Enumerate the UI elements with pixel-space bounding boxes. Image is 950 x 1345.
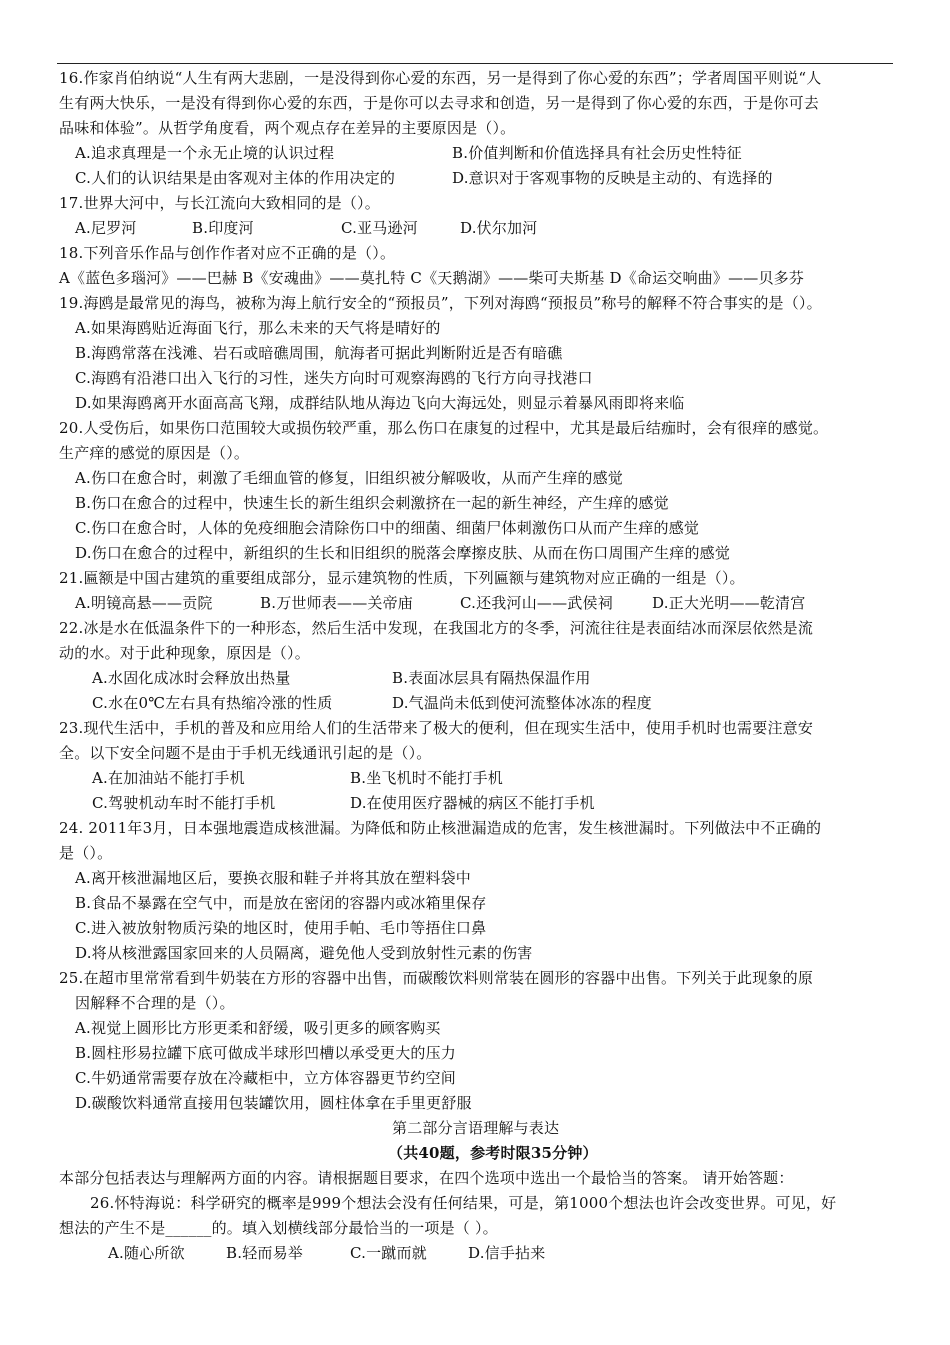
q26-option-b: B.轻而易举 — [226, 1244, 303, 1262]
section-time-limit: （共40题，参考时限35分钟） — [388, 1144, 598, 1162]
section-instructions: 本部分包括表达与理解两方面的内容。请根据题目要求，在四个选项中选出一个最恰当的答案。 请开始答题： — [59, 1169, 794, 1187]
q26-option-d: D.信手拈来 — [468, 1244, 546, 1262]
q21-option-c: C.还我河山——武侯祠 — [460, 594, 613, 612]
q20-option-a: A.伤口在愈合时，刺激了毛细血管的修复，旧组织被分解吸收，从而产生痒的感觉 — [75, 469, 624, 487]
q17-option-b: B.印度河 — [192, 219, 254, 237]
q25-option-c: C.牛奶通常需要存放在冷藏柜中，立方体容器更节约空间 — [75, 1069, 456, 1087]
section-title: 第二部分言语理解与表达 — [392, 1119, 560, 1137]
q24-option-b: B.食品不暴露在空气中，而是放在密闭的容器内或冰箱里保存 — [75, 894, 487, 912]
q25-option-b: B.圆柱形易拉罐下底可做成半球形凹槽以承受更大的压力 — [75, 1044, 456, 1062]
q16-option-b: B.价值判断和价值选择具有社会历史性特征 — [452, 144, 742, 162]
q25-stem-line1: 25.在超市里常常看到牛奶装在方形的容器中出售，而碳酸饮料则常装在圆形的容器中出售。下列关于此现象的原 — [59, 969, 814, 987]
q20-stem-line2: 生产痒的感觉的原因是（）。 — [59, 444, 250, 462]
q20-option-d: D.伤口在愈合的过程中，新组织的生长和旧组织的脱落会摩擦皮肤、从而在伤口周围产生痒的感觉 — [75, 544, 731, 562]
q23-option-b: B.坐飞机时不能打手机 — [350, 769, 503, 787]
q17-option-c: C.亚马逊河 — [341, 219, 418, 237]
q16-option-c: C.人们的认识结果是由客观对主体的作用决定的 — [75, 169, 396, 187]
q19-option-b: B.海鸥常落在浅滩、岩石或暗礁周围，航海者可据此判断附近是否有暗礁 — [75, 344, 563, 362]
q20-option-c: C.伤口在愈合时，人体的免疫细胞会清除伤口中的细菌、细菌尸体刺激伤口从而产生痒的感觉 — [75, 519, 700, 537]
q18-stem: 18.下列音乐作品与创作作者对应不正确的是（）。 — [59, 244, 396, 262]
q23-option-c: C.驾驶机动车时不能打手机 — [92, 794, 276, 812]
q22-option-c: C.水在0℃左右具有热缩冷涨的性质 — [92, 694, 333, 712]
q21-option-b: B.万世师表——关帝庙 — [260, 594, 413, 612]
q26-stem-line2: 想法的产生不是______的。填入划横线部分最恰当的一项是（ ）。 — [59, 1219, 498, 1237]
q20-option-b: B.伤口在愈合的过程中，快速生长的新生组织会刺激挤在一起的新生神经，产生痒的感觉 — [75, 494, 669, 512]
q19-option-c: C.海鸥有沿港口出入飞行的习性，迷失方向时可观察海鸥的飞行方向寻找港口 — [75, 369, 593, 387]
q17-stem: 17.世界大河中，与长江流向大致相同的是（）。 — [59, 194, 380, 212]
q24-option-d: D.将从核泄露国家回来的人员隔离，避免他人受到放射性元素的伤害 — [75, 944, 533, 962]
q24-stem-line2: 是（）。 — [59, 844, 113, 862]
q16-stem-line1: 16.作家肖伯纳说“人生有两大悲剧，一是没得到你心爱的东西，另一是得到了你心爱的东西”；学者周国平则说“人 — [59, 69, 822, 87]
q24-stem-line1: 24. 2011年3月，日本强地震造成核泄漏。为降低和防止核泄漏造成的危害，发生核泄漏时。下列做法中不正确的 — [59, 819, 822, 837]
q23-option-a: A.在加油站不能打手机 — [92, 769, 245, 787]
q18-options: A《蓝色多瑙河》——巴赫 B《安魂曲》——莫扎特 C《天鹅湖》——柴可夫斯基 D《命运交响曲》——贝多芬 — [59, 269, 805, 287]
q16-stem-line2: 生有两大快乐，一是没有得到你心爱的东西，于是你可以去寻求和创造，另一是得到了你心爱的东西，于是你可去 — [59, 94, 820, 112]
q22-option-b: B.表面冰层具有隔热保温作用 — [392, 669, 591, 687]
q22-option-a: A.水固化成冰时会释放出热量 — [92, 669, 291, 687]
q23-stem-line2: 全。以下安全问题不是由于手机无线通讯引起的是（）。 — [59, 744, 432, 762]
q24-option-a: A.离开核泄漏地区后，要换衣服和鞋子并将其放在塑料袋中 — [75, 869, 472, 887]
q25-option-d: D.碳酸饮料通常直接用包装罐饮用，圆柱体拿在手里更舒服 — [75, 1094, 472, 1112]
q20-stem-line1: 20.人受伤后，如果伤口范围较大或损伤较严重，那么伤口在康复的过程中，尤其是最后结痂时，会有很痒的感觉。 — [59, 419, 829, 437]
q26-option-a: A.随心所欲 — [108, 1244, 185, 1262]
q21-option-d: D.正大光明——乾清宫 — [652, 594, 806, 612]
q26-stem-line1: 26.怀特海说：科学研究的概率是999个想法会没有任何结果，可是，第1000个想法也许会改变世界。可见，好 — [90, 1194, 837, 1212]
q21-stem: 21.匾额是中国古建筑的重要组成部分，显示建筑物的性质，下列匾额与建筑物对应正确的一组是（）。 — [59, 569, 745, 587]
q24-option-c: C.进入被放射物质污染的地区时，使用手帕、毛巾等捂住口鼻 — [75, 919, 487, 937]
top-rule — [57, 63, 893, 64]
q23-stem-line1: 23.现代生活中，手机的普及和应用给人们的生活带来了极大的便利，但在现实生活中，使用手机时也需要注意安 — [59, 719, 814, 737]
q16-option-a: A.追求真理是一个永无止境的认识过程 — [75, 144, 335, 162]
q21-option-a: A.明镜高悬——贡院 — [75, 594, 213, 612]
q19-option-d: D.如果海鸥离开水面高高飞翔，成群结队地从海边飞向大海远处，则显示着暴风雨即将来临 — [75, 394, 685, 412]
q22-stem-line1: 22.冰是水在低温条件下的一种形态，然后生活中发现，在我国北方的冬季，河流往往是表面结冰而深层依然是流 — [59, 619, 814, 637]
q16-stem-line3: 品味和体验”。从哲学角度看，两个观点存在差异的主要原因是（）。 — [59, 119, 516, 137]
q16-option-d: D.意识对于客观事物的反映是主动的、有选择的 — [452, 169, 773, 187]
q19-stem: 19.海鸥是最常见的海鸟，被称为海上航行安全的“预报员”，下列对海鸥“预报员”称号的解释不符合事实的是（）。 — [59, 294, 822, 312]
q19-option-a: A.如果海鸥贴近海面飞行，那么未来的天气将是晴好的 — [75, 319, 441, 337]
q25-stem-line2: 因解释不合理的是（）。 — [75, 994, 235, 1012]
q26-option-c: C.一蹴而就 — [350, 1244, 427, 1262]
q17-option-d: D.伏尔加河 — [460, 219, 538, 237]
q17-option-a: A.尼罗河 — [75, 219, 137, 237]
q22-option-d: D.气温尚未低到使河流整体冰冻的程度 — [392, 694, 652, 712]
q22-stem-line2: 动的水。对于此种现象，原因是（）。 — [59, 644, 310, 662]
q23-option-d: D.在使用医疗器械的病区不能打手机 — [350, 794, 595, 812]
q25-option-a: A.视觉上圆形比方形更柔和舒缓，吸引更多的顾客购买 — [75, 1019, 441, 1037]
